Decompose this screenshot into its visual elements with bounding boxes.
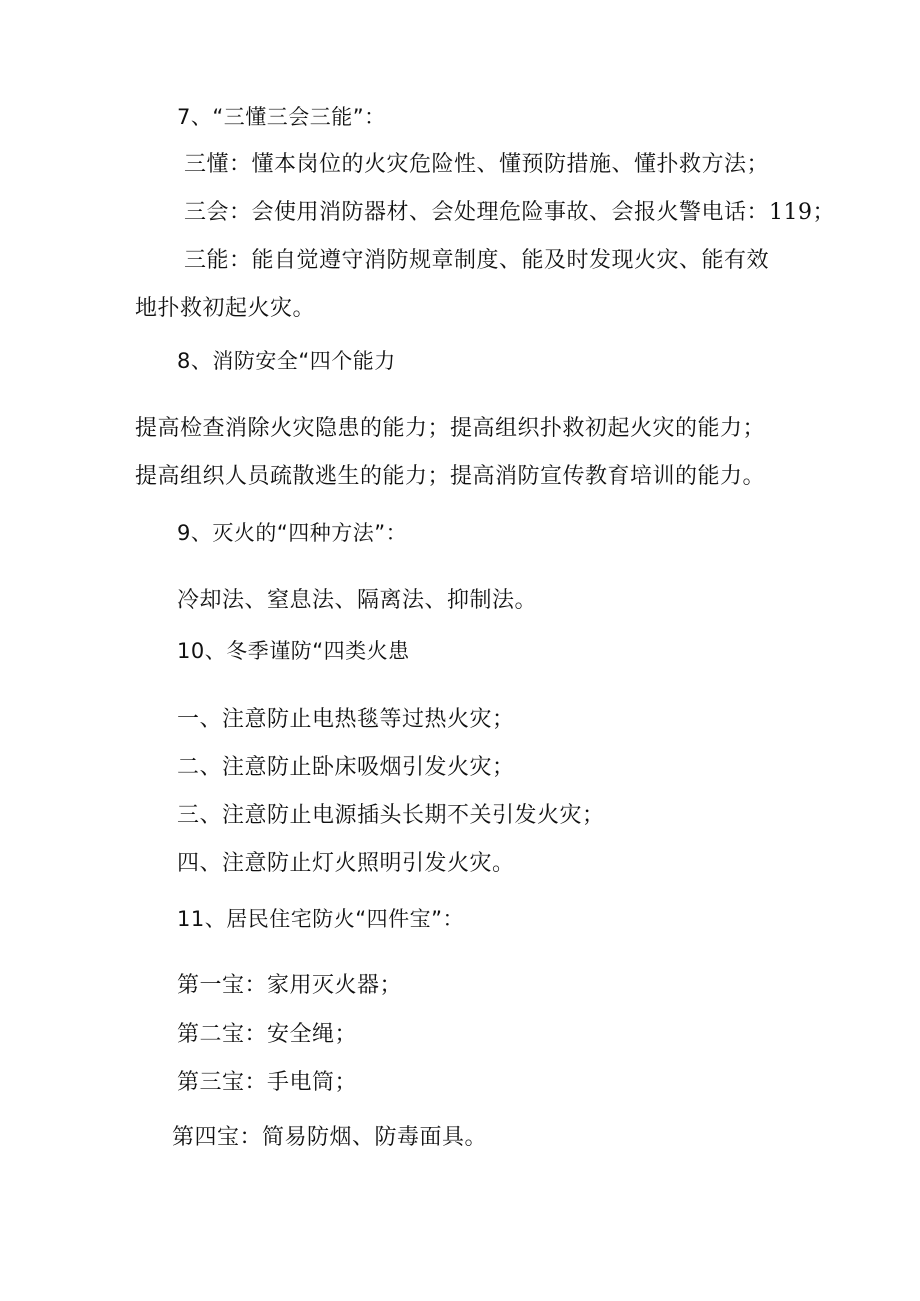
section-7-line-4: 地扑救初起火灾。: [135, 296, 316, 321]
section-10-line-1: 一、注意防止电热毯等过热火灾；: [177, 707, 515, 732]
section-11-line-1: 第一宝：家用灭火器；: [177, 973, 403, 998]
section-7-line-2: 三会：会使用消防器材、会处理危险事故、会报火警电话：119；: [184, 200, 835, 225]
section-10-heading: 10、冬季谨防“四类火患: [177, 639, 410, 663]
section-11-line-2: 第二宝：安全绳；: [177, 1022, 358, 1047]
section-9-line-1: 冷却法、窒息法、隔离法、抑制法。: [177, 588, 538, 613]
section-11-heading: 11、居民住宅防火“四件宝”：: [177, 907, 464, 931]
section-10-line-4: 四、注意防止灯火照明引发火灾。: [177, 851, 515, 876]
section-7-line-1: 三懂：懂本岗位的火灾危险性、懂预防措施、懂扑救方法；: [184, 152, 770, 177]
section-11-line-3: 第三宝：手电筒；: [177, 1070, 358, 1095]
section-7-heading: 7、“三懂三会三能”：: [177, 105, 386, 129]
section-11-line-4: 第四宝：简易防烟、防毒面具。: [172, 1125, 488, 1150]
section-7-line-3: 三能：能自觉遵守消防规章制度、能及时发现火灾、能有效: [184, 248, 770, 273]
section-8-heading: 8、消防安全“四个能力: [177, 349, 396, 373]
section-8-line-1: 提高检查消除火灾隐患的能力；提高组织扑救初起火灾的能力；: [135, 416, 766, 441]
section-9-heading: 9、灭火的“四种方法”：: [177, 521, 408, 545]
section-10-line-3: 三、注意防止电源插头长期不关引发火灾；: [177, 803, 605, 828]
section-8-line-2: 提高组织人员疏散逃生的能力；提高消防宣传教育培训的能力。: [135, 464, 766, 489]
section-10-line-2: 二、注意防止卧床吸烟引发火灾；: [177, 755, 515, 780]
